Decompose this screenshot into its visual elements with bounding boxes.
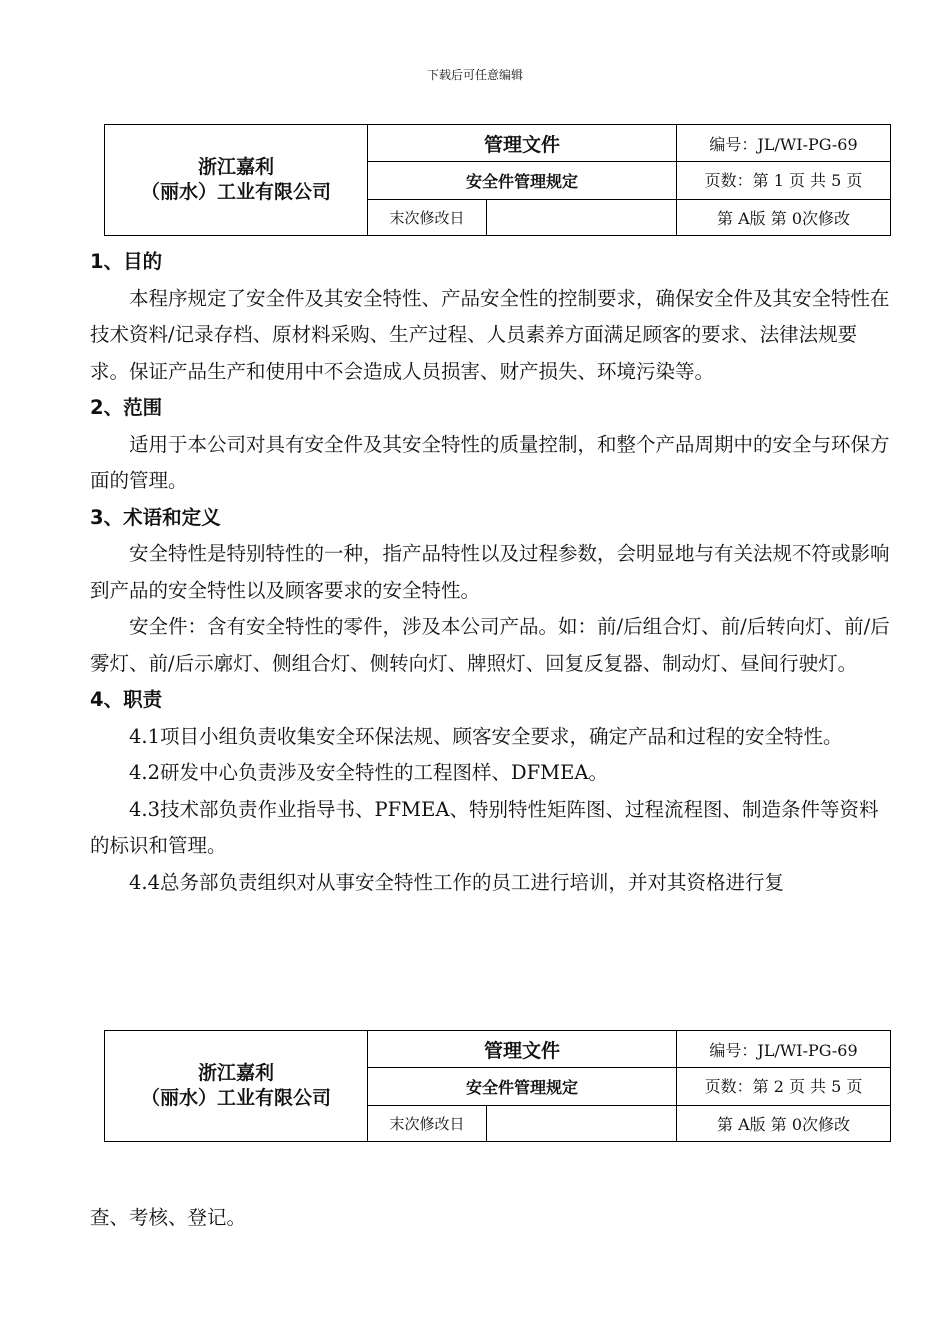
paragraph: 4.2研发中心负责涉及安全特性的工程图样、DFMEA。 xyxy=(129,761,608,784)
document-body xyxy=(90,244,895,901)
last-modified-value xyxy=(487,200,677,236)
section-title: 2、范围 xyxy=(90,396,163,419)
doc-name: 安全件管理规定 xyxy=(368,1068,677,1106)
doc-number: 编号：JL/WI-PG-69 xyxy=(677,125,891,162)
top-note: 下载后可任意编辑 xyxy=(426,68,523,82)
doc-type: 管理文件 xyxy=(368,125,677,162)
company-name-line2: （丽水）工业有限公司 xyxy=(140,181,331,203)
last-modified-value xyxy=(487,1106,677,1142)
revision-info: 第 A版 第 0次修改 xyxy=(677,200,891,236)
revision-info: 第 A版 第 0次修改 xyxy=(677,1106,891,1142)
company-name-line1: 浙江嘉利 xyxy=(197,156,274,178)
paragraph: 4.3技术部负责作业指导书、PFMEA、特别特性矩阵图、过程流程图、制造条件等资料的标识和管理。 xyxy=(90,797,879,857)
paragraph: 适用于本公司对具有安全件及其安全特性的质量控制，和整个产品周期中的安全与环保方面的管理。 xyxy=(90,432,890,492)
company-name-line2: （丽水）工业有限公司 xyxy=(140,1087,331,1109)
last-modified-label: 末次修改日 xyxy=(368,1106,487,1142)
paragraph-continuation: 查、考核、登记。 xyxy=(90,1206,247,1229)
page-info: 页数：第 1 页 共 5 页 xyxy=(677,162,891,200)
doc-type: 管理文件 xyxy=(368,1031,677,1068)
company-name xyxy=(105,1031,368,1142)
doc-number: 编号：JL/WI-PG-69 xyxy=(677,1031,891,1068)
doc-name: 安全件管理规定 xyxy=(368,162,677,200)
section-title: 1、目的 xyxy=(90,250,163,273)
section-title: 4、职责 xyxy=(90,688,163,711)
section-title: 3、术语和定义 xyxy=(90,505,221,529)
paragraph: 安全特性是特别特性的一种，指产品特性以及过程参数，会明显地与有关法规不符或影响到产品的安全特性以及顾客要求的安全特性。 xyxy=(90,542,890,602)
paragraph: 安全件：含有安全特性的零件，涉及本公司产品。如：前/后组合灯、前/后转向灯、前/后雾灯、前/后示廓灯、侧组合灯、侧转向灯、牌照灯、回复反复器、制动灯、昼间行驶灯。 xyxy=(90,615,890,675)
paragraph: 4.4总务部负责组织对从事安全特性工作的员工进行培训，并对其资格进行复 xyxy=(129,870,785,894)
paragraph: 4.1项目小组负责收集安全环保法规、顾客安全要求，确定产品和过程的安全特性。 xyxy=(129,724,843,748)
company-name-line1: 浙江嘉利 xyxy=(197,1062,274,1084)
document-header-table xyxy=(104,1030,891,1142)
document-header-table xyxy=(104,124,891,236)
last-modified-label: 末次修改日 xyxy=(368,200,487,236)
company-name xyxy=(105,125,368,236)
paragraph: 本程序规定了安全件及其安全特性、产品安全性的控制要求，确保安全件及其安全特性在技术资料/记录存档、原材料采购、生产过程、人员素养方面满足顾客的要求、法律法规要求。保证产品生产和使用中不会造成人员损害、财产损失、环境污染等。 xyxy=(90,286,890,383)
page-info: 页数：第 2 页 共 5 页 xyxy=(677,1068,891,1106)
